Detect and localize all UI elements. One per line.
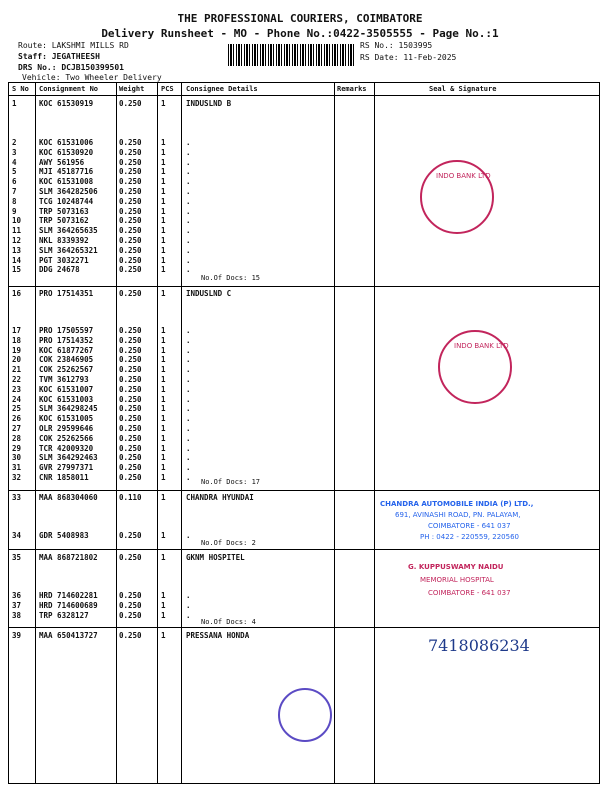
row-pcs: 1 bbox=[161, 99, 166, 108]
row-sno: 6 bbox=[12, 177, 17, 187]
row-consignment: DDG 24678 bbox=[39, 265, 80, 275]
row-consignee: . bbox=[186, 265, 191, 275]
group-docs: No.Of Docs: 15 bbox=[201, 274, 261, 282]
row-weight: 0.250 bbox=[119, 196, 142, 206]
row-consignee: . bbox=[186, 345, 191, 355]
table-row bbox=[9, 197, 599, 207]
row-consignment: SLM 364292463 bbox=[39, 453, 98, 463]
row-pcs: 1 bbox=[161, 553, 166, 562]
row-pcs: 1 bbox=[161, 365, 166, 375]
row-pcs: 1 bbox=[161, 611, 166, 620]
group-docs: No.Of Docs: 4 bbox=[201, 618, 256, 626]
row-consignment: OLR 29599646 bbox=[39, 424, 94, 433]
row-pcs: 1 bbox=[161, 384, 166, 394]
row-sno: 8 bbox=[12, 196, 17, 206]
row-weight: 0.250 bbox=[119, 443, 142, 453]
row-consignee: . bbox=[186, 433, 191, 443]
route-label: Route: LAKSHMI MILLS RD bbox=[18, 41, 129, 50]
row-sno: 20 bbox=[12, 355, 22, 365]
staff-label: Staff: JEGATHEESH bbox=[18, 52, 100, 61]
row-consignee: CHANDRA HYUNDAI bbox=[186, 493, 254, 502]
row-pcs: 1 bbox=[161, 345, 166, 355]
table-row bbox=[9, 187, 599, 197]
row-consignee: . bbox=[186, 157, 191, 167]
row-pcs: 1 bbox=[161, 216, 166, 226]
row-sno: 9 bbox=[12, 206, 17, 216]
barcode bbox=[228, 44, 354, 66]
company-title: THE PROFESSIONAL COURIERS, COIMBATORE bbox=[177, 12, 423, 25]
row-pcs: 1 bbox=[161, 443, 166, 453]
row-weight: 0.250 bbox=[119, 375, 142, 384]
row-pcs: 1 bbox=[161, 236, 166, 245]
row-consignment: NKL 8339392 bbox=[39, 236, 89, 245]
row-sno: 35 bbox=[12, 553, 22, 562]
row-consignment: MAA 868304060 bbox=[39, 493, 98, 502]
row-weight: 0.250 bbox=[119, 245, 142, 255]
row-consignee: . bbox=[186, 335, 191, 345]
rs-date: RS Date: 11-Feb-2025 bbox=[360, 53, 457, 62]
rs-number: RS No.: 1503995 bbox=[360, 41, 433, 50]
table-row bbox=[9, 444, 599, 454]
col-consignment: Consignment No bbox=[39, 85, 99, 93]
row-pcs: 1 bbox=[161, 177, 166, 187]
row-pcs: 1 bbox=[161, 453, 166, 463]
row-consignee: . bbox=[186, 255, 191, 265]
row-sno: 32 bbox=[12, 473, 22, 482]
row-consignment: KOC 61877267 bbox=[39, 345, 94, 355]
row-consignment: TRP 6328127 bbox=[39, 611, 89, 620]
group-docs: No.Of Docs: 2 bbox=[201, 539, 256, 547]
row-consignee: . bbox=[186, 375, 191, 384]
row-sno: 25 bbox=[12, 404, 22, 414]
row-sno: 30 bbox=[12, 453, 22, 463]
row-weight: 0.250 bbox=[119, 99, 142, 108]
row-weight: 0.250 bbox=[119, 187, 142, 196]
table-row bbox=[9, 138, 599, 148]
row-weight: 0.250 bbox=[119, 553, 142, 562]
row-consignment: HRD 714602281 bbox=[39, 591, 98, 600]
row-consignment: KOC 61531007 bbox=[39, 384, 94, 394]
row-weight: 0.250 bbox=[119, 157, 142, 167]
row-consignment: MJI 45187716 bbox=[39, 167, 94, 177]
row-consignee: GKNM HOSPITEL bbox=[186, 553, 245, 562]
row-consignee: . bbox=[186, 326, 191, 335]
row-weight: 0.250 bbox=[119, 206, 142, 216]
row-weight: 0.250 bbox=[119, 591, 142, 600]
row-consignment: PRO 17514351 bbox=[39, 289, 94, 298]
row-consignee: INDUSLND B bbox=[186, 99, 232, 108]
bottom-stamp bbox=[278, 688, 332, 742]
row-consignment: COK 25262567 bbox=[39, 365, 94, 375]
row-consignment: AWY 561956 bbox=[39, 157, 85, 167]
row-pcs: 1 bbox=[161, 631, 166, 640]
row-weight: 0.250 bbox=[119, 255, 142, 265]
row-weight: 0.250 bbox=[119, 424, 142, 433]
row-pcs: 1 bbox=[161, 531, 166, 540]
row-consignee: . bbox=[186, 196, 191, 206]
row-consignee: . bbox=[186, 414, 191, 424]
row-pcs: 1 bbox=[161, 187, 166, 196]
row-weight: 0.250 bbox=[119, 463, 142, 473]
table-row bbox=[9, 463, 599, 473]
row-sno: 36 bbox=[12, 591, 22, 600]
row-consignment: KOC 61531005 bbox=[39, 414, 94, 424]
row-consignment: COK 25262566 bbox=[39, 433, 94, 443]
row-sno: 2 bbox=[12, 138, 17, 147]
row-weight: 0.250 bbox=[119, 601, 142, 610]
row-consignment: GDR 5408983 bbox=[39, 531, 89, 540]
row-pcs: 1 bbox=[161, 493, 166, 502]
row-weight: 0.110 bbox=[119, 493, 142, 502]
runsheet-subtitle: Delivery Runsheet - MO - Phone No.:0422-3505555 - Page No.:1 bbox=[101, 27, 499, 40]
row-pcs: 1 bbox=[161, 265, 166, 275]
runsheet-table bbox=[8, 82, 600, 784]
row-consignee: . bbox=[186, 453, 191, 463]
row-sno: 21 bbox=[12, 365, 22, 375]
table-row bbox=[9, 226, 599, 236]
row-sno: 39 bbox=[12, 631, 22, 640]
row-pcs: 1 bbox=[161, 196, 166, 206]
row-consignment: KOC 61531003 bbox=[39, 394, 94, 404]
row-weight: 0.250 bbox=[119, 177, 142, 187]
row-pcs: 1 bbox=[161, 424, 166, 433]
col-weight: Weight bbox=[119, 85, 145, 93]
row-sno: 11 bbox=[12, 226, 22, 236]
row-weight: 0.250 bbox=[119, 611, 142, 620]
row-pcs: 1 bbox=[161, 473, 166, 482]
row-sno: 18 bbox=[12, 335, 22, 345]
row-sno: 31 bbox=[12, 463, 22, 473]
row-weight: 0.250 bbox=[119, 384, 142, 394]
row-sno: 1 bbox=[12, 99, 17, 108]
row-sno: 14 bbox=[12, 255, 22, 265]
row-consignee: . bbox=[186, 226, 191, 236]
row-weight: 0.250 bbox=[119, 216, 142, 226]
row-consignment: KOC 61531006 bbox=[39, 138, 94, 147]
row-pcs: 1 bbox=[161, 138, 166, 147]
col-seal: Seal & Signature bbox=[429, 85, 497, 93]
col-consignee: Consignee Details bbox=[186, 85, 258, 93]
row-weight: 0.250 bbox=[119, 394, 142, 404]
row-consignee: . bbox=[186, 147, 191, 157]
row-pcs: 1 bbox=[161, 355, 166, 365]
row-consignment: MAA 868721802 bbox=[39, 553, 98, 562]
table-row bbox=[9, 177, 599, 187]
row-weight: 0.250 bbox=[119, 265, 142, 275]
row-consignment: COK 23846905 bbox=[39, 355, 94, 365]
row-pcs: 1 bbox=[161, 591, 166, 600]
row-sno: 15 bbox=[12, 265, 22, 275]
row-consignee: . bbox=[186, 424, 191, 433]
row-consignment: SLM 364282506 bbox=[39, 187, 98, 196]
row-sno: 37 bbox=[12, 601, 22, 610]
table-row bbox=[9, 167, 599, 177]
row-consignee: . bbox=[186, 365, 191, 375]
row-consignment: CNR 1858011 bbox=[39, 473, 89, 482]
row-pcs: 1 bbox=[161, 167, 166, 177]
row-weight: 0.250 bbox=[119, 531, 142, 540]
row-consignee: . bbox=[186, 394, 191, 404]
table-row bbox=[9, 236, 599, 246]
row-consignment: SLM 364298245 bbox=[39, 404, 98, 414]
row-consignment: SLM 364265321 bbox=[39, 245, 98, 255]
row-sno: 34 bbox=[12, 531, 22, 540]
table-row bbox=[9, 414, 599, 424]
row-pcs: 1 bbox=[161, 433, 166, 443]
row-weight: 0.250 bbox=[119, 326, 142, 335]
row-sno: 17 bbox=[12, 326, 22, 335]
table-row bbox=[9, 434, 599, 444]
row-sno: 12 bbox=[12, 236, 22, 245]
row-sno: 7 bbox=[12, 187, 17, 196]
row-sno: 26 bbox=[12, 414, 22, 424]
col-remarks: Remarks bbox=[337, 85, 367, 93]
table-row bbox=[9, 207, 599, 217]
col-sno: S No bbox=[12, 85, 29, 93]
table-row bbox=[9, 601, 599, 611]
table-row bbox=[9, 404, 599, 414]
row-sno: 23 bbox=[12, 384, 22, 394]
row-weight: 0.250 bbox=[119, 289, 142, 298]
row-weight: 0.250 bbox=[119, 345, 142, 355]
row-weight: 0.250 bbox=[119, 236, 142, 245]
table-row bbox=[9, 424, 599, 434]
row-pcs: 1 bbox=[161, 255, 166, 265]
table-row bbox=[9, 158, 599, 168]
table-row bbox=[9, 385, 599, 395]
row-consignment: SLM 364265635 bbox=[39, 226, 98, 236]
row-sno: 4 bbox=[12, 157, 17, 167]
row-sno: 13 bbox=[12, 245, 22, 255]
row-consignee: . bbox=[186, 236, 191, 245]
table-row bbox=[9, 289, 599, 299]
table-row bbox=[9, 265, 599, 275]
row-consignee: . bbox=[186, 473, 191, 482]
row-consignee: . bbox=[186, 384, 191, 394]
row-weight: 0.250 bbox=[119, 147, 142, 157]
row-consignee: . bbox=[186, 531, 191, 540]
table-row bbox=[9, 453, 599, 463]
row-pcs: 1 bbox=[161, 206, 166, 216]
row-sno: 10 bbox=[12, 216, 22, 226]
row-consignee: . bbox=[186, 138, 191, 147]
row-weight: 0.250 bbox=[119, 453, 142, 463]
row-consignment: TRP 5073162 bbox=[39, 216, 89, 226]
row-consignee: . bbox=[186, 245, 191, 255]
row-consignment: GVR 27997371 bbox=[39, 463, 94, 473]
row-consignment: TVM 3612793 bbox=[39, 375, 89, 384]
row-weight: 0.250 bbox=[119, 433, 142, 443]
row-sno: 27 bbox=[12, 424, 22, 433]
table-row bbox=[9, 611, 599, 621]
table-row bbox=[9, 256, 599, 266]
row-consignment: MAA 650413727 bbox=[39, 631, 98, 640]
row-consignee: . bbox=[186, 611, 191, 620]
row-weight: 0.250 bbox=[119, 226, 142, 236]
row-pcs: 1 bbox=[161, 601, 166, 610]
row-sno: 5 bbox=[12, 167, 17, 177]
row-weight: 0.250 bbox=[119, 355, 142, 365]
row-sno: 16 bbox=[12, 289, 22, 298]
row-consignee: . bbox=[186, 216, 191, 226]
row-pcs: 1 bbox=[161, 147, 166, 157]
handwritten-phone: 7418086234 bbox=[428, 636, 530, 655]
row-consignee: . bbox=[186, 206, 191, 216]
row-consignee: . bbox=[186, 167, 191, 177]
row-consignment: TCG 10248744 bbox=[39, 196, 94, 206]
table-row bbox=[9, 326, 599, 336]
table-row bbox=[9, 246, 599, 256]
row-consignee: . bbox=[186, 443, 191, 453]
row-pcs: 1 bbox=[161, 157, 166, 167]
row-weight: 0.250 bbox=[119, 473, 142, 482]
group-docs: No.Of Docs: 17 bbox=[201, 478, 261, 486]
row-weight: 0.250 bbox=[119, 414, 142, 424]
row-consignment: KOC 61530920 bbox=[39, 147, 94, 157]
row-weight: 0.250 bbox=[119, 138, 142, 147]
row-sno: 29 bbox=[12, 443, 22, 453]
row-consignee: . bbox=[186, 591, 191, 600]
row-consignment: KOC 61530919 bbox=[39, 99, 94, 108]
row-pcs: 1 bbox=[161, 414, 166, 424]
row-sno: 19 bbox=[12, 345, 22, 355]
table-row bbox=[9, 395, 599, 405]
table-row bbox=[9, 346, 599, 356]
row-consignment: HRD 714600689 bbox=[39, 601, 98, 610]
row-sno: 24 bbox=[12, 394, 22, 404]
vehicle-label: Vehicle: Two Wheeler Delivery bbox=[22, 73, 162, 82]
row-pcs: 1 bbox=[161, 463, 166, 473]
row-pcs: 1 bbox=[161, 404, 166, 414]
table-row bbox=[9, 473, 599, 483]
col-pcs: PCS bbox=[161, 85, 174, 93]
row-consignee: INDUSLND C bbox=[186, 289, 232, 298]
row-pcs: 1 bbox=[161, 375, 166, 384]
drs-label: DRS No.: DCJB150399501 bbox=[18, 63, 124, 72]
row-sno: 38 bbox=[12, 611, 22, 620]
row-consignment: KOC 61531008 bbox=[39, 177, 94, 187]
row-pcs: 1 bbox=[161, 226, 166, 236]
row-pcs: 1 bbox=[161, 245, 166, 255]
row-consignee: . bbox=[186, 187, 191, 196]
row-weight: 0.250 bbox=[119, 167, 142, 177]
row-consignee: . bbox=[186, 404, 191, 414]
row-consignment: TRP 5073163 bbox=[39, 206, 89, 216]
table-row bbox=[9, 216, 599, 226]
row-consignment: TCR 42009320 bbox=[39, 443, 94, 453]
row-consignee: PRESSANA HONDA bbox=[186, 631, 250, 640]
row-sno: 3 bbox=[12, 147, 17, 157]
bank-stamp: INDO BANK LTD bbox=[420, 160, 494, 234]
row-consignee: . bbox=[186, 463, 191, 473]
table-row bbox=[9, 99, 599, 109]
row-sno: 28 bbox=[12, 433, 22, 443]
row-consignee: . bbox=[186, 601, 191, 610]
row-sno: 33 bbox=[12, 493, 22, 502]
row-pcs: 1 bbox=[161, 326, 166, 335]
row-consignee: . bbox=[186, 177, 191, 187]
row-pcs: 1 bbox=[161, 394, 166, 404]
row-weight: 0.250 bbox=[119, 365, 142, 375]
bank-stamp: INDO BANK LTD bbox=[438, 330, 512, 404]
row-consignment: PRO 17514352 bbox=[39, 335, 94, 345]
row-pcs: 1 bbox=[161, 289, 166, 298]
table-row bbox=[9, 336, 599, 346]
row-weight: 0.250 bbox=[119, 631, 142, 640]
row-sno: 22 bbox=[12, 375, 22, 384]
row-consignee: . bbox=[186, 355, 191, 365]
row-consignment: PGT 3032271 bbox=[39, 255, 89, 265]
row-pcs: 1 bbox=[161, 335, 166, 345]
row-weight: 0.250 bbox=[119, 335, 142, 345]
table-row bbox=[9, 148, 599, 158]
table-row bbox=[9, 553, 599, 563]
row-weight: 0.250 bbox=[119, 404, 142, 414]
row-consignment: PRO 17505597 bbox=[39, 326, 94, 335]
